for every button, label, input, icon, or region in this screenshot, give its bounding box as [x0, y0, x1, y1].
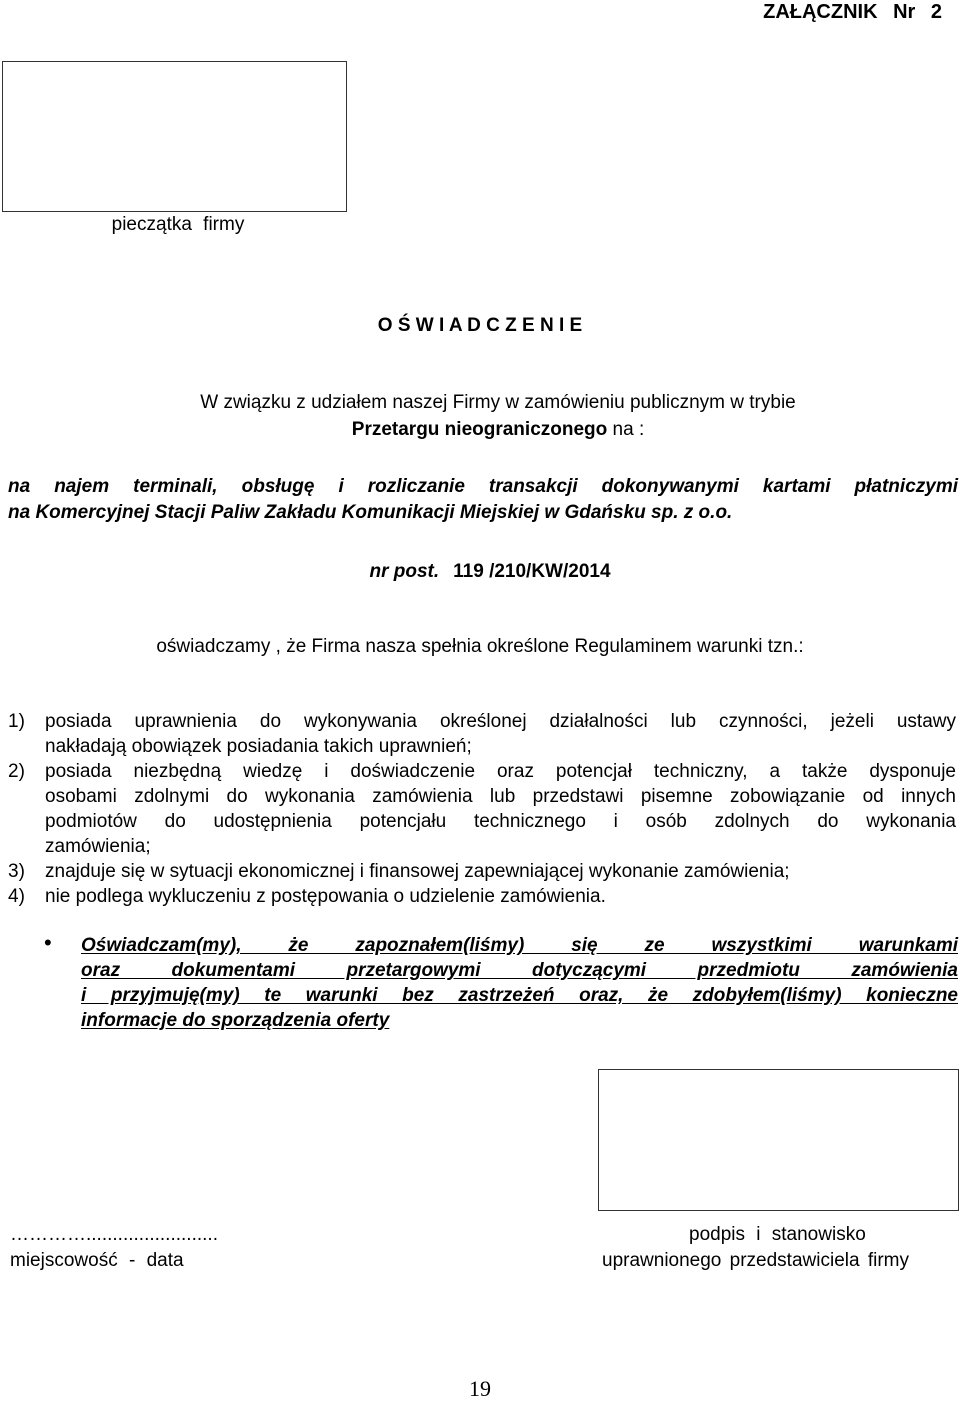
- condition-item: [8, 859, 956, 884]
- intro-paragraph: [0, 389, 960, 443]
- condition-item: [8, 884, 956, 909]
- condition-number: 2): [8, 761, 25, 782]
- condition-line: posiada niezbędną wiedzę i doświadczenie oraz potencjał techniczny, a także dysponuje: [45, 761, 956, 782]
- condition-line: nie podlega wykluczeniu z postępowania o udzielenie zamówienia.: [45, 886, 606, 907]
- tender-subject: [8, 474, 958, 526]
- condition-line: znajduje się w sytuacji ekonomicznej i finansowej zapewniającej wykonanie zamówienia;: [45, 861, 790, 882]
- tender-subject-line-2: na Komercyjnej Stacji Paliw Zakładu Komunikacji Miejskiej w Gdańsku sp. z o.o.: [8, 502, 733, 523]
- condition-line: nakładają obowiązek posiadania takich uprawnień;: [45, 736, 472, 757]
- condition-item: [8, 759, 956, 859]
- place-date-dotted-line: ………….........................: [10, 1224, 218, 1245]
- reference-number: 119 /210/KW/2014: [453, 561, 611, 582]
- company-stamp-box: [2, 61, 347, 212]
- statement-line-4: informacje do sporządzenia oferty: [81, 1010, 390, 1031]
- intro-line-1: W związku z udziałem naszej Firmy w zamówieniu publicznym w trybie: [200, 392, 796, 413]
- condition-line: podmiotów do udostępnienia potencjału technicznego i osób zdolnych do wykonania: [45, 811, 956, 832]
- signature-box: [598, 1069, 959, 1211]
- statement-line-2: oraz dokumentami przetargowymi dotyczącymi przedmiotu zamówienia: [81, 960, 958, 981]
- condition-item: [8, 709, 956, 759]
- company-stamp-label: pieczątka firmy: [111, 214, 245, 235]
- document-title: O Ś W I A D C Z E N I E: [377, 315, 583, 336]
- condition-number: 1): [8, 711, 25, 732]
- acceptance-statement: [81, 933, 958, 1033]
- condition-line: zamówienia;: [45, 836, 151, 857]
- attachment-header: ZAŁĄCZNIK Nr 2: [763, 1, 942, 23]
- procedure-type: Przetargu nieograniczonego: [351, 419, 608, 440]
- conditions-list: [8, 709, 956, 909]
- place-date-label: miejscowość - data: [10, 1250, 184, 1271]
- page-number: 19: [469, 1376, 491, 1401]
- statement-line-1: Oświadczam(my), że zapoznałem(liśmy) się ze wszystkimi warunkami: [81, 935, 958, 956]
- reference-label: nr post.: [369, 561, 440, 582]
- intro-line-2: [0, 416, 960, 443]
- signature-label-line-1: podpis i stanowisko: [689, 1224, 866, 1245]
- tender-reference: [0, 561, 960, 583]
- tender-subject-line-1: na najem terminali, obsługę i rozliczanie transakcji dokonywanymi kartami płatniczymi: [8, 476, 958, 497]
- condition-line: osobami zdolnymi do wykonania zamówienia lub przedstawi pisemne zobowiązanie od innych: [45, 786, 956, 807]
- condition-line: posiada uprawnienia do wykonywania określonej działalności lub czynności, jeżeli ustawy: [45, 711, 956, 732]
- statement-line-3: i przyjmuję(my) te warunki bez zastrzeżeń oraz, że zdobyłem(liśmy) konieczne: [81, 985, 958, 1006]
- condition-number: 4): [8, 886, 25, 907]
- bullet-icon: •: [44, 930, 52, 955]
- signature-label-line-2: uprawnionego przedstawiciela firmy: [602, 1250, 909, 1271]
- intro-line-2-rest: na :: [607, 419, 645, 440]
- declaration-text: oświadczamy , że Firma nasza spełnia określone Regulaminem warunki tzn.:: [156, 636, 804, 657]
- condition-number: 3): [8, 861, 25, 882]
